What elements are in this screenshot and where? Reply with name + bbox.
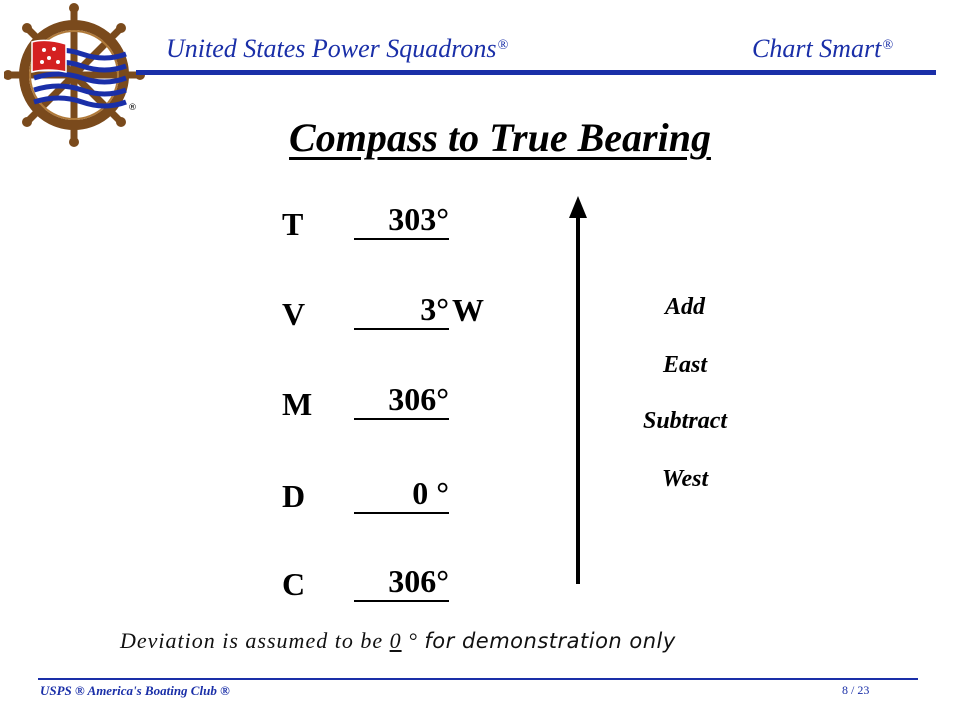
- row-value-deviation: 0 °: [354, 476, 449, 514]
- row-letter-m: M: [282, 386, 313, 422]
- footnote: Deviation is assumed to be 0 ° for demonstration only: [120, 628, 676, 653]
- row-suffix-variation-direction: W: [452, 292, 484, 328]
- registered-mark: ®: [497, 38, 509, 53]
- header-divider: [136, 70, 936, 75]
- rule-add: Add: [664, 294, 705, 320]
- page-number: 8 / 23: [842, 683, 870, 697]
- row-value-magnetic: 306°: [354, 382, 449, 420]
- footnote-zero: 0: [389, 628, 402, 653]
- row-letter-d: D: [282, 478, 306, 514]
- up-arrow-icon: [560, 196, 596, 588]
- footer-brand: USPS ® America's Boating Club ®: [40, 683, 230, 698]
- rule-subtract: Subtract: [642, 408, 728, 434]
- rule-east: East: [662, 352, 707, 378]
- header-product-name: Chart Smart®: [752, 34, 893, 63]
- row-value-compass: 306°: [354, 564, 449, 602]
- slide-title: Compass to True Bearing: [289, 115, 711, 160]
- svg-text:®: ®: [128, 103, 137, 113]
- footer-divider: [38, 678, 918, 680]
- row-letter-c: C: [282, 566, 306, 602]
- header-org-name: United States Power Squadrons®: [166, 34, 509, 63]
- row-value-variation: 3°: [354, 292, 449, 330]
- rule-west: West: [661, 466, 709, 492]
- row-letter-v: V: [282, 296, 306, 332]
- row-letter-t: T: [282, 206, 304, 242]
- row-value-true: 303°: [354, 202, 449, 240]
- registered-mark: ®: [882, 38, 893, 53]
